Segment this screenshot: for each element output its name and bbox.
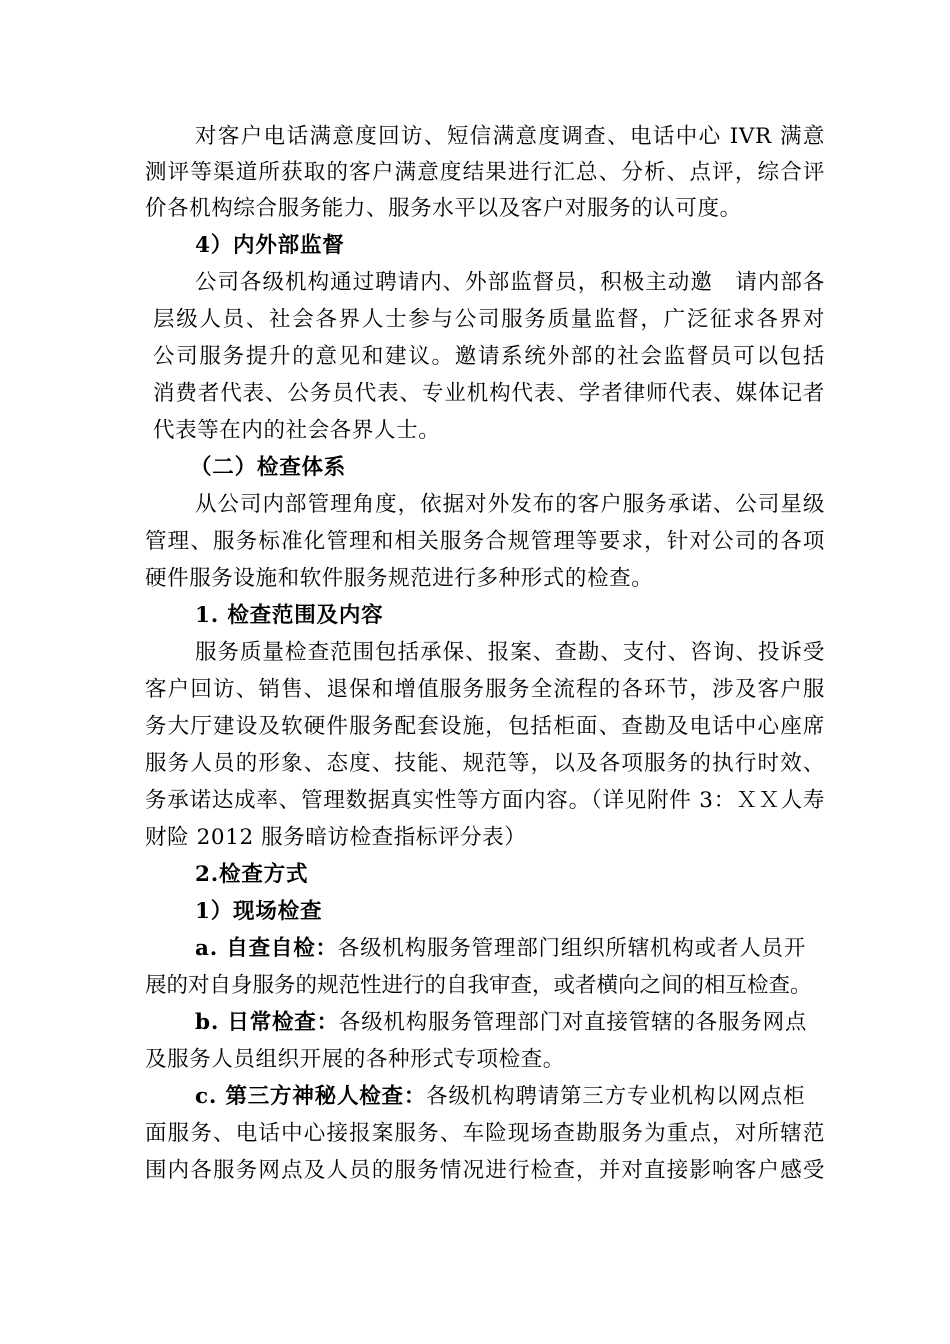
paragraph-line: 层级人员、社会各界人士参与公司服务质量监督，广泛征求各界对 <box>153 307 825 332</box>
section-heading: （二）检查体系 <box>190 455 347 480</box>
paragraph-line: 消费者代表、公务员代表、专业机构代表、学者律师代表、媒体记者 <box>153 381 825 406</box>
paragraph-line: 面服务、电话中心接报案服务、车险现场查勘服务为重点，对所辖范 <box>145 1121 825 1146</box>
paragraph-line: 价各机构综合服务能力、服务水平以及客户对服务的认可度。 <box>145 196 742 221</box>
paragraph-line: 服务质量检查范围包括承保、报案、查勘、支付、咨询、投诉受 <box>195 640 825 665</box>
paragraph-line: 围内各服务网点及人员的服务情况进行检查，并对直接影响客户感受 <box>145 1158 825 1183</box>
item-label-a: a. 自查自检： <box>195 936 338 961</box>
paragraph-line: 财险 2012 服务暗访检查指标评分表） <box>145 825 527 850</box>
paragraph-line: 公司服务提升的意见和建议。邀请系统外部的社会监督员可以包括 <box>153 344 825 369</box>
paragraph-line: 测评等渠道所获取的客户满意度结果进行汇总、分析、点评，综合评 <box>145 160 825 185</box>
paragraph-line: 公司各级机构通过聘请内、外部监督员，积极主动邀 请内部各 <box>195 270 825 295</box>
paragraph-line: a. 自查自检：各级机构服务管理部门组织所辖机构或者人员开 <box>195 936 807 961</box>
paragraph-line: 务大厅建设及软硬件服务配套设施，包括柜面、查勘及电话中心座席 <box>145 714 825 739</box>
paragraph-line: 管理、服务标准化管理和相关服务合规管理等要求，针对公司的各项 <box>145 529 825 554</box>
section-heading: 2.检查方式 <box>195 862 309 887</box>
paragraph-line: c. 第三方神秘人检查：各级机构聘请第三方专业机构以网点柜 <box>195 1084 806 1109</box>
paragraph-line: 及服务人员组织开展的各种形式专项检查。 <box>145 1047 565 1072</box>
paragraph-line: 代表等在内的社会各界人士。 <box>153 418 441 443</box>
item-label-b: b. 日常检查： <box>195 1010 339 1035</box>
paragraph-line: 从公司内部管理角度，依据对外发布的客户服务承诺、公司星级 <box>195 492 825 517</box>
paragraph-line: b. 日常检查：各级机构服务管理部门对直接管辖的各服务网点 <box>195 1010 808 1035</box>
paragraph-line: 客户回访、销售、退保和增值服务服务全流程的各环节，涉及客户服 <box>145 677 825 702</box>
section-heading: 1）现场检查 <box>195 899 323 924</box>
paragraph-line: 对客户电话满意度回访、短信满意度调查、电话中心 IVR 满意 <box>195 124 825 149</box>
section-heading: 4）内外部监督 <box>195 233 345 258</box>
paragraph-line: 务承诺达成率、管理数据真实性等方面内容。（详见附件 3：ＸＸ人寿 <box>145 788 825 813</box>
section-heading: 1. 检查范围及内容 <box>195 603 384 628</box>
paragraph-line: 硬件服务设施和软件服务规范进行多种形式的检查。 <box>145 566 654 591</box>
paragraph-line: 展的对自身服务的规范性进行的自我审查，或者横向之间的相互检查。 <box>145 973 812 998</box>
item-label-c: c. 第三方神秘人检查： <box>195 1084 427 1109</box>
paragraph-line: 服务人员的形象、态度、技能、规范等，以及各项服务的执行时效、 <box>145 751 825 776</box>
